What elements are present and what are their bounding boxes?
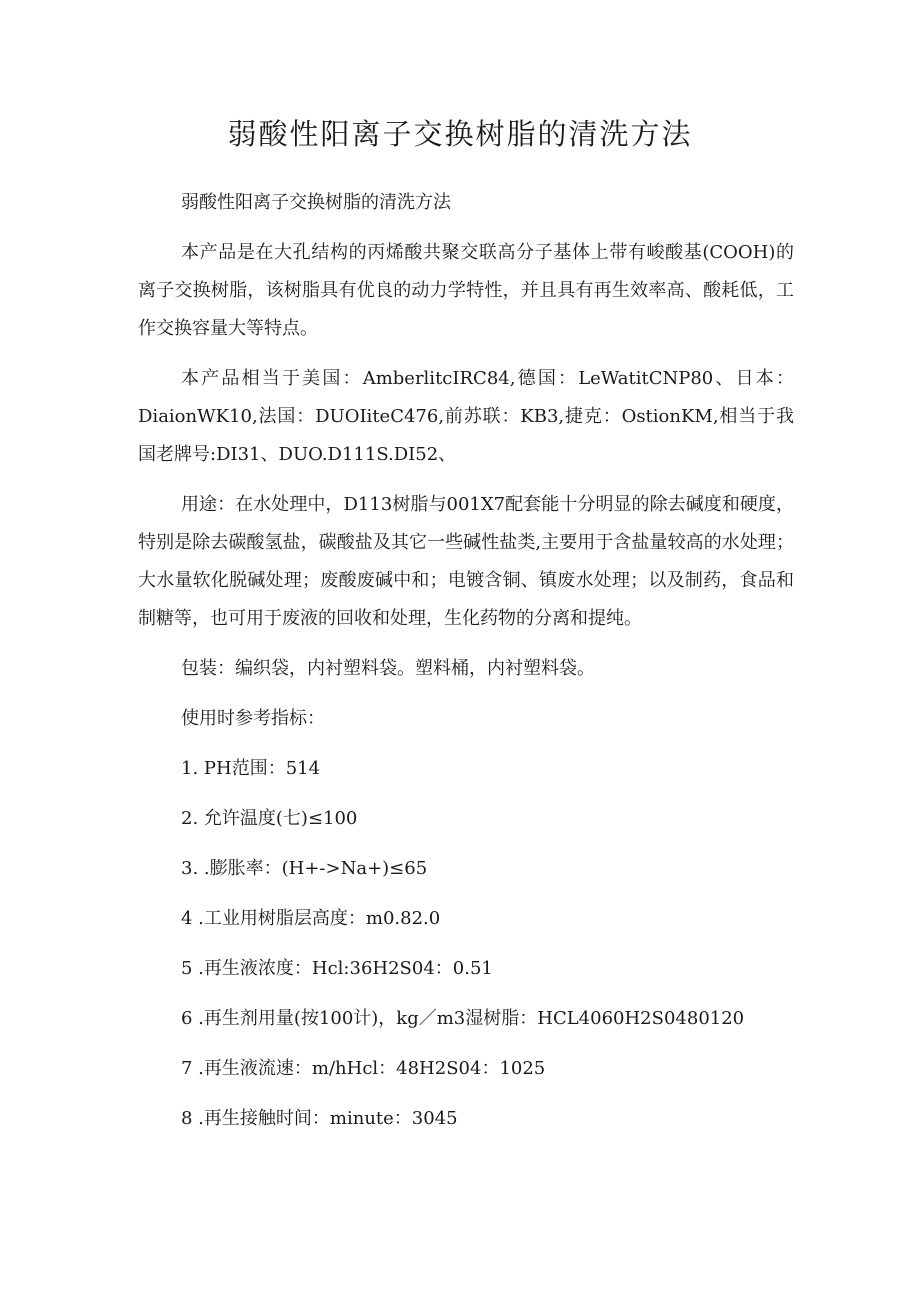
paragraph-packaging: 包装：编织袋，内衬塑料袋。塑料桶，内衬塑料袋。 [181,658,595,679]
document-title: 弱酸性阳离子交换树脂的清洗方法 [227,117,693,151]
list-item-ph-range: 1. PH范围：514 [181,758,321,779]
paragraph-usage: 用途：在水处理中，D113树脂与001X7配套能十分明显的除去碱度和硬度，特别是除去碳酸氢盐，碳酸盐及其它一些碱性盐类,主要用于含盐量较高的水处理；大水量软化脱碱处理；废酸废碱中和；电镀含铜、镇废水处理；以及制药，食品和制糖等，也可用于废液的回收和处理，生化药物的分离和提纯。 [138,494,794,629]
paragraph-reference-heading: 使用时参考指标： [181,708,325,729]
paragraph-description: 本产品是在大孔结构的丙烯酸共聚交联高分子基体上带有峻酸基(COOH)的离子交换树脂，该树脂具有优良的动力学特性，并且具有再生效率高、酸耗低，工作交换容量大等特点。 [138,242,794,339]
list-item-regen-dosage: 6 .再生剂用量(按100计)，kg／m3湿树脂：HCL4060H2S0480120 [181,1008,745,1029]
paragraph-equivalents: 本产品相当于美国：AmberlitcIRC84,德国：LeWatitCNP80、日本：DiaionWK10,法国：DUOIiteC476,前苏联：KB3,捷克：OstionKM,相当于我国老牌号:DI31、DUO.D111S.DI52、 [138,368,794,465]
list-item-regen-flow: 7 .再生液流速：m/hHcl：48H2S04：1025 [181,1058,546,1079]
list-item-contact-time: 8 .再生接触时间：minute：3045 [181,1108,458,1129]
list-item-expansion: 3. .膨胀率：(H+->Na+)≤65 [181,858,428,879]
document-body [138,184,794,1150]
list-item-regen-concentration: 5 .再生液浓度：Hcl:36H2S04：0.51 [181,958,493,979]
paragraph-subtitle: 弱酸性阳离子交换树脂的清洗方法 [181,192,451,213]
list-item-bed-height: 4 .工业用树脂层高度：m0.82.0 [181,908,441,929]
list-item-temperature: 2. 允许温度(七)≤100 [181,808,358,829]
